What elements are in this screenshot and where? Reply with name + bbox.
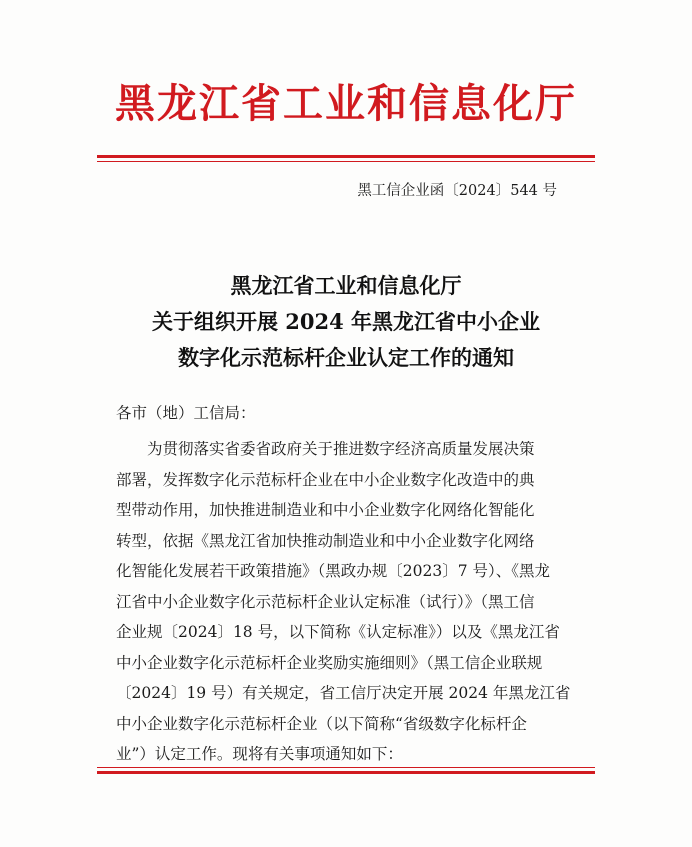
notice-title-line-2: 关于组织开展 2024 年黑龙江省中小企业	[151, 309, 541, 334]
body-line: 〔2024〕19 号）有关规定，省工信厅决定开展 2024 年黑龙江省	[116, 684, 571, 702]
document-number: 黑工信企业函〔2024〕544 号	[357, 183, 557, 199]
footer-rule-thin	[97, 767, 595, 768]
masthead-rule-thick	[97, 155, 595, 158]
body-line: 转型，依据《黑龙江省加快推动制造业和中小企业数字化网络	[116, 531, 535, 550]
body-line: 企业规〔2024〕18 号，以下简称《认定标准》）以及《黑龙江省	[116, 623, 560, 641]
notice-title	[0, 268, 692, 376]
masthead-rule-thin	[97, 161, 595, 162]
body-line: 部署，发挥数字化示范标杆企业在中小企业数字化改造中的典	[116, 470, 535, 489]
body-line: 江省中小企业数字化示范标杆企业认定标准（试行）》（黑工信	[116, 592, 535, 611]
body-line: 中小企业数字化示范标杆企业（以下简称“省级数字化标杆企	[116, 714, 527, 733]
masthead-title: 黑龙江省工业和信息化厅	[115, 80, 577, 127]
salutation: 各市（地）工信局：	[116, 404, 256, 422]
body-line: 化智能化发展若干政策措施》（黑政办规〔2023〕7 号）、《黑龙	[116, 562, 550, 580]
body-text	[116, 434, 576, 770]
body-line: 为贯彻落实省委省政府关于推进数字经济高质量发展决策	[147, 440, 535, 458]
footer-rule-thick	[97, 771, 595, 774]
body-line: 业”）认定工作。现将有关事项通知如下：	[116, 745, 403, 763]
body-line: 型带动作用，加快推进制造业和中小企业数字化网络化智能化	[116, 501, 535, 519]
notice-title-line-3: 数字化示范标杆企业认定工作的通知	[178, 345, 514, 370]
notice-title-line-1: 黑龙江省工业和信息化厅	[230, 273, 462, 298]
body-line: 中小企业数字化示范标杆企业奖励实施细则》（黑工信企业联规	[116, 653, 543, 672]
